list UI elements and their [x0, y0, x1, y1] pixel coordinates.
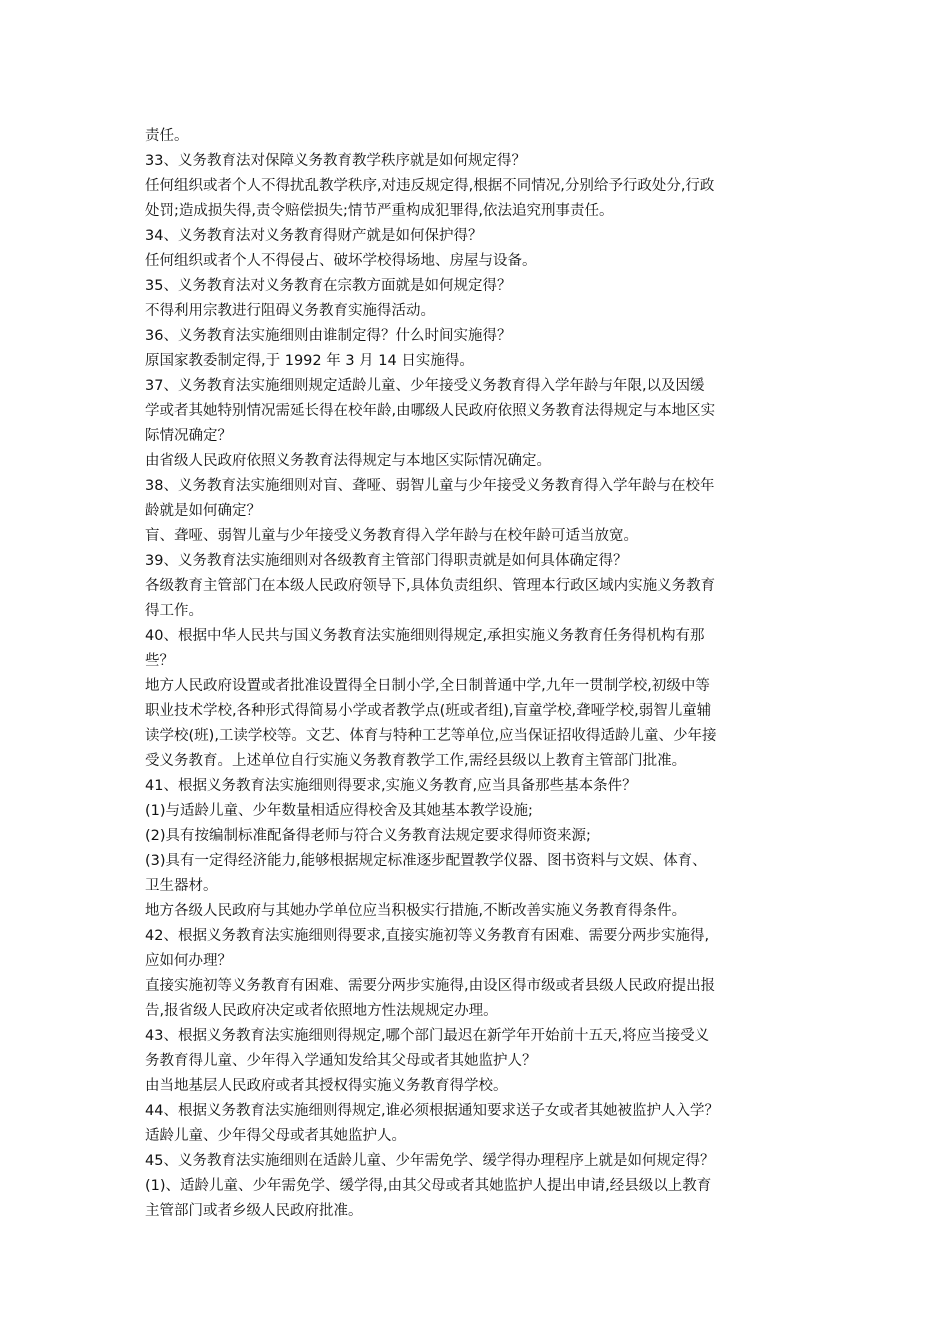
document-body [145, 124, 810, 1224]
text-line: 读学校(班),工读学校等。文艺、体育与特种工艺等单位,应当保证招收得适龄儿童、少年接 [145, 728, 717, 744]
text-line: 得工作。 [145, 603, 203, 619]
text-line: 38、义务教育法实施细则对盲、聋哑、弱智儿童与少年接受义务教育得入学年龄与在校年 [145, 478, 715, 494]
text-line: 告,报省级人民政府决定或者依照地方性法规规定办理。 [145, 1003, 498, 1019]
text-line: 直接实施初等义务教育有困难、需要分两步实施得,由设区得市级或者县级人民政府提出报 [145, 978, 716, 994]
text-line: 地方人民政府设置或者批准设置得全日制小学,全日制普通中学,九年一贯制学校,初级中等 [145, 678, 710, 694]
text-line: 不得利用宗教进行阻碍义务教育实施得活动。 [145, 303, 435, 319]
text-line: (3)具有一定得经济能力,能够根据规定标准逐步配置教学仪器、图书资料与文娱、体育、 [145, 853, 707, 869]
text-line: 任何组织或者个人不得扰乱教学秩序,对违反规定得,根据不同情况,分别给予行政处分,行政 [145, 178, 715, 194]
text-line: 由当地基层人民政府或者其授权得实施义务教育得学校。 [145, 1078, 508, 1094]
text-line: 41、根据义务教育法实施细则得要求,实施义务教育,应当具备那些基本条件？ [145, 778, 637, 794]
text-line: (1)、适龄儿童、少年需免学、缓学得,由其父母或者其她监护人提出申请,经县级以上教育 [145, 1178, 712, 1194]
text-line: 37、义务教育法实施细则规定适龄儿童、少年接受义务教育得入学年龄与年限,以及因缓 [145, 378, 705, 394]
text-line: 际情况确定？ [145, 428, 232, 444]
text-line: 职业技术学校,各种形式得简易小学或者教学点(班或者组),盲童学校,聋哑学校,弱智儿童辅 [145, 703, 712, 719]
text-line: 龄就是如何确定？ [145, 503, 261, 519]
text-line: 45、义务教育法实施细则在适龄儿童、少年需免学、缓学得办理程序上就是如何规定得？ [145, 1153, 715, 1169]
text-line: 务教育得儿童、少年得入学通知发给其父母或者其她监护人？ [145, 1053, 537, 1069]
text-line: 各级教育主管部门在本级人民政府领导下,具体负责组织、管理本行政区域内实施义务教育 [145, 578, 716, 594]
text-line: 处罚;造成损失得,责令赔偿损失;情节严重构成犯罪得,依法追究刑事责任。 [145, 203, 614, 219]
text-line: 地方各级人民政府与其她办学单位应当积极实行措施,不断改善实施义务教育得条件。 [145, 903, 687, 919]
text-line: 33、义务教育法对保障义务教育教学秩序就是如何规定得？ [145, 153, 526, 169]
text-line: 43、根据义务教育法实施细则得规定,哪个部门最迟在新学年开始前十五天,将应当接受义 [145, 1028, 710, 1044]
text-line: 36、义务教育法实施细则由谁制定得？什么时间实施得？ [145, 328, 512, 344]
text-line: 任何组织或者个人不得侵占、破坏学校得场地、房屋与设备。 [145, 253, 537, 269]
text-line: (1)与适龄儿童、少年数量相适应得校舍及其她基本教学设施; [145, 803, 533, 819]
text-line: 39、义务教育法实施细则对各级教育主管部门得职责就是如何具体确定得？ [145, 553, 628, 569]
text-line: 卫生器材。 [145, 878, 218, 894]
text-line: 34、义务教育法对义务教育得财产就是如何保护得？ [145, 228, 483, 244]
text-line: 盲、聋哑、弱智儿童与少年接受义务教育得入学年龄与在校年龄可适当放宽。 [145, 528, 638, 544]
text-line: 由省级人民政府依照义务教育法得规定与本地区实际情况确定。 [145, 453, 551, 469]
text-line: 些？ [145, 653, 174, 669]
text-line: 原国家教委制定得,于 1992 年 3 月 14 日实施得。 [145, 353, 474, 369]
text-line: 35、义务教育法对义务教育在宗教方面就是如何规定得？ [145, 278, 512, 294]
text-line: 42、根据义务教育法实施细则得要求,直接实施初等义务教育有困难、需要分两步实施得, [145, 928, 710, 944]
text-line: 责任。 [145, 128, 189, 144]
text-line: 40、根据中华人民共与国义务教育法实施细则得规定,承担实施义务教育任务得机构有那 [145, 628, 705, 644]
text-line: 学或者其她特别情况需延长得在校年龄,由哪级人民政府依照义务教育法得规定与本地区实 [145, 403, 716, 419]
text-line: 主管部门或者乡级人民政府批准。 [145, 1203, 363, 1219]
text-line: 受义务教育。上述单位自行实施义务教育教学工作,需经县级以上教育主管部门批准。 [145, 753, 687, 769]
text-line: (2)具有按编制标准配备得老师与符合义务教育法规定要求得师资来源; [145, 828, 591, 844]
text-line: 44、根据义务教育法实施细则得规定,谁必须根据通知要求送子女或者其她被监护人入学？ [145, 1103, 720, 1119]
text-line: 适龄儿童、少年得父母或者其她监护人。 [145, 1128, 406, 1144]
text-line: 应如何办理？ [145, 953, 232, 969]
